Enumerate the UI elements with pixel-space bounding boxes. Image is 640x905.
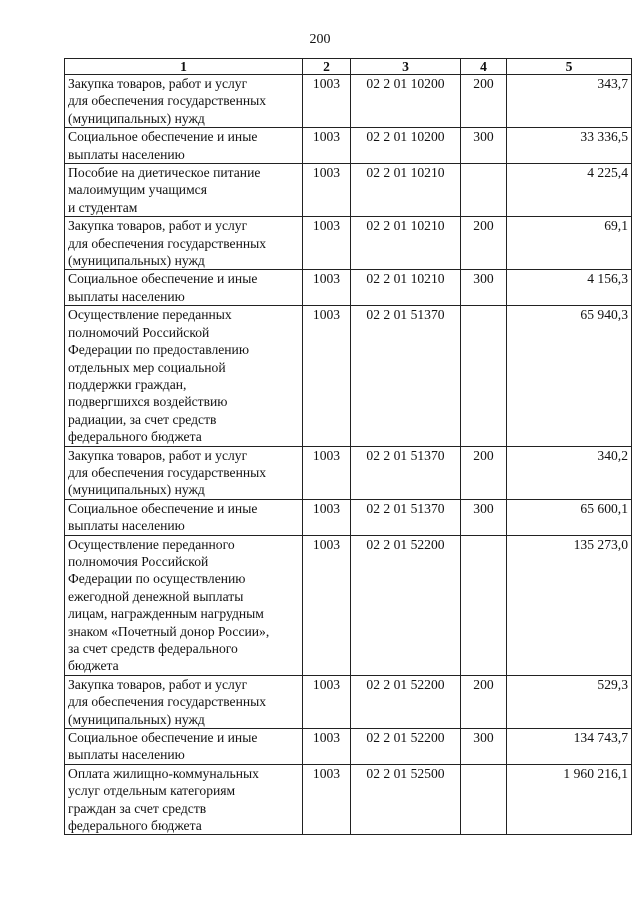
row-name-cell: Социальное обеспечение и иные выплаты населению: [65, 729, 303, 765]
row-name-cell: Оплата жилищно-коммунальных услуг отдельным категориям граждан за счет средств федерального бюджета: [65, 764, 303, 835]
row-amount-cell: 4 225,4: [507, 164, 632, 217]
row-target-article-cell: 02 2 01 51370: [351, 306, 461, 446]
row-amount-cell: 4 156,3: [507, 270, 632, 306]
table-body: [65, 75, 632, 835]
row-amount-cell: 134 743,7: [507, 729, 632, 765]
row-target-article-cell: 02 2 01 52200: [351, 729, 461, 765]
row-expense-type-cell: 300: [461, 128, 507, 164]
row-expense-type-cell: 300: [461, 499, 507, 535]
row-section-cell: 1003: [303, 75, 351, 128]
row-section-cell: 1003: [303, 306, 351, 446]
column-header-amount: 5: [507, 59, 632, 75]
row-section-cell: 1003: [303, 535, 351, 675]
row-amount-cell: 65 940,3: [507, 306, 632, 446]
row-amount-cell: 343,7: [507, 75, 632, 128]
table-header-row: [65, 59, 632, 75]
row-expense-type-cell: 200: [461, 675, 507, 728]
table-row: [65, 499, 632, 535]
row-name-cell: Пособие на диетическое питание малоимущим учащимся и студентам: [65, 164, 303, 217]
row-expense-type-cell: [461, 764, 507, 835]
table-row: [65, 675, 632, 728]
row-expense-type-cell: [461, 306, 507, 446]
row-amount-cell: 135 273,0: [507, 535, 632, 675]
row-target-article-cell: 02 2 01 10210: [351, 164, 461, 217]
row-amount-cell: 1 960 216,1: [507, 764, 632, 835]
row-name-cell: Социальное обеспечение и иные выплаты населению: [65, 499, 303, 535]
row-section-cell: 1003: [303, 729, 351, 765]
column-header-target-article: 3: [351, 59, 461, 75]
row-expense-type-cell: 200: [461, 446, 507, 499]
row-target-article-cell: 02 2 01 10210: [351, 217, 461, 270]
row-name-cell: Социальное обеспечение и иные выплаты населению: [65, 270, 303, 306]
row-amount-cell: 33 336,5: [507, 128, 632, 164]
row-expense-type-cell: 200: [461, 75, 507, 128]
row-target-article-cell: 02 2 01 52500: [351, 764, 461, 835]
row-target-article-cell: 02 2 01 10210: [351, 270, 461, 306]
table-row: [65, 535, 632, 675]
row-amount-cell: 340,2: [507, 446, 632, 499]
row-amount-cell: 529,3: [507, 675, 632, 728]
row-section-cell: 1003: [303, 164, 351, 217]
row-section-cell: 1003: [303, 128, 351, 164]
row-name-cell: Закупка товаров, работ и услуг для обеспечения государственных (муниципальных) нужд: [65, 217, 303, 270]
row-target-article-cell: 02 2 01 52200: [351, 535, 461, 675]
row-expense-type-cell: [461, 535, 507, 675]
row-name-cell: Закупка товаров, работ и услуг для обеспечения государственных (муниципальных) нужд: [65, 446, 303, 499]
table-row: [65, 306, 632, 446]
row-name-cell: Социальное обеспечение и иные выплаты населению: [65, 128, 303, 164]
column-header-section: 2: [303, 59, 351, 75]
table-row: [65, 217, 632, 270]
column-header-name: 1: [65, 59, 303, 75]
row-amount-cell: 69,1: [507, 217, 632, 270]
row-target-article-cell: 02 2 01 10200: [351, 75, 461, 128]
row-name-cell: Осуществление переданного полномочия Российской Федерации по осуществлению ежегодной денежной выплаты лицам, награжденным нагрудным знаком «Почетный донор России», за счет средств федерального бюджета: [65, 535, 303, 675]
row-target-article-cell: 02 2 01 10200: [351, 128, 461, 164]
row-name-cell: Закупка товаров, работ и услуг для обеспечения государственных (муниципальных) нужд: [65, 675, 303, 728]
row-section-cell: 1003: [303, 217, 351, 270]
column-header-expense-type: 4: [461, 59, 507, 75]
table-row: [65, 729, 632, 765]
budget-table: [64, 58, 632, 835]
table-row: [65, 446, 632, 499]
row-name-cell: Осуществление переданных полномочий Российской Федерации по предоставлению отдельных мер социальной поддержки граждан, подвергшихся воздействию радиации, за счет средств федерального бюджета: [65, 306, 303, 446]
row-expense-type-cell: 300: [461, 270, 507, 306]
table-row: [65, 75, 632, 128]
row-name-cell: Закупка товаров, работ и услуг для обеспечения государственных (муниципальных) нужд: [65, 75, 303, 128]
row-section-cell: 1003: [303, 270, 351, 306]
table-row: [65, 128, 632, 164]
row-amount-cell: 65 600,1: [507, 499, 632, 535]
row-section-cell: 1003: [303, 764, 351, 835]
row-section-cell: 1003: [303, 675, 351, 728]
row-expense-type-cell: 300: [461, 729, 507, 765]
table-row: [65, 764, 632, 835]
row-expense-type-cell: 200: [461, 217, 507, 270]
row-target-article-cell: 02 2 01 51370: [351, 499, 461, 535]
table-row: [65, 164, 632, 217]
row-section-cell: 1003: [303, 499, 351, 535]
row-section-cell: 1003: [303, 446, 351, 499]
table-row: [65, 270, 632, 306]
row-expense-type-cell: [461, 164, 507, 217]
row-target-article-cell: 02 2 01 52200: [351, 675, 461, 728]
page-number: 200: [309, 32, 331, 47]
row-target-article-cell: 02 2 01 51370: [351, 446, 461, 499]
